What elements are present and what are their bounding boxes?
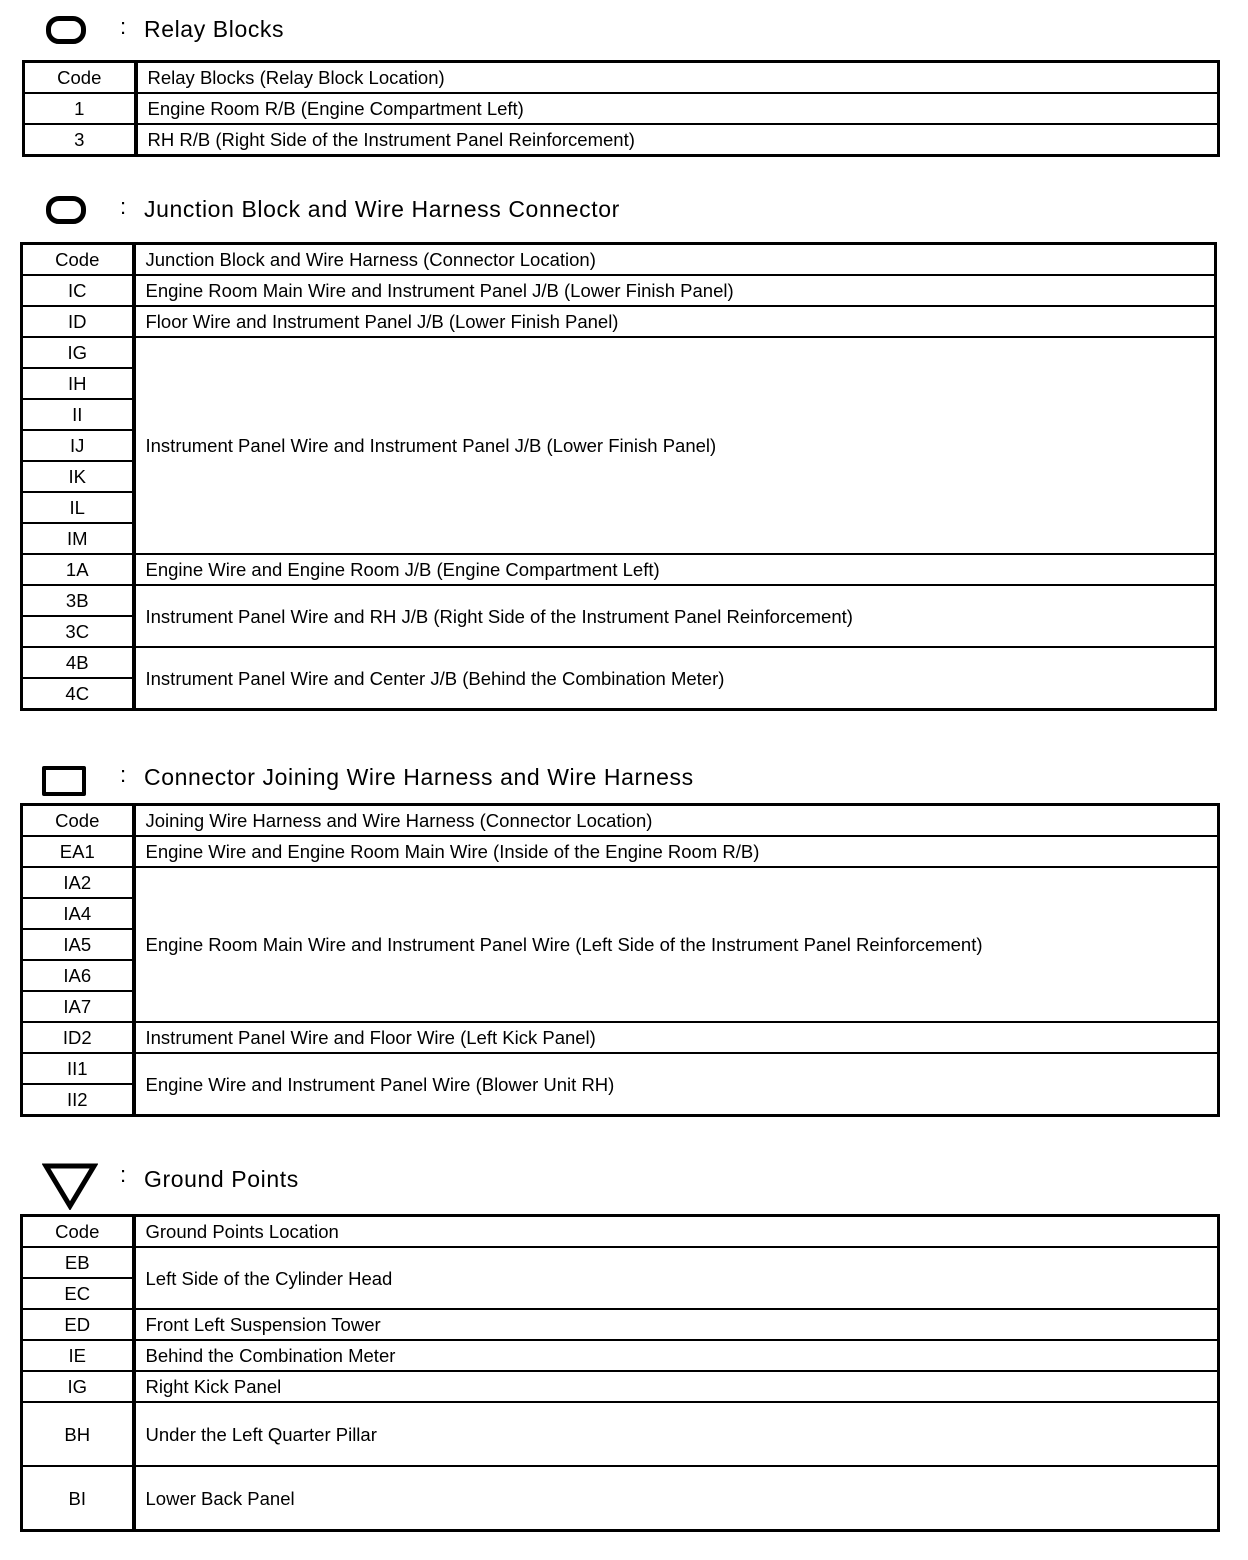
table-row (22, 1022, 1219, 1053)
code-column-header: Code (22, 244, 134, 276)
code-cell: IK (22, 461, 134, 492)
junction-block-heading (0, 190, 1248, 230)
location-cell: Front Left Suspension Tower (134, 1309, 1219, 1340)
code-cell: IA7 (22, 991, 134, 1022)
ground-points-title: Ground Points (144, 1166, 299, 1192)
table-row (22, 275, 1216, 306)
code-cell: IA5 (22, 929, 134, 960)
code-cell: 3 (24, 124, 136, 156)
connector-title: Connector Joining Wire Harness and Wire Harness (144, 764, 694, 790)
code-cell: BH (22, 1402, 134, 1466)
code-column-header: Code (22, 1216, 134, 1248)
location-cell: Right Kick Panel (134, 1371, 1219, 1402)
code-cell: IA6 (22, 960, 134, 991)
code-cell: IM (22, 523, 134, 554)
code-cell: EB (22, 1247, 134, 1278)
location-cell: Instrument Panel Wire and Instrument Panel J/B (Lower Finish Panel) (134, 337, 1216, 554)
code-cell: ID2 (22, 1022, 134, 1053)
location-cell: Floor Wire and Instrument Panel J/B (Lower Finish Panel) (134, 306, 1216, 337)
location-cell: Left Side of the Cylinder Head (134, 1247, 1219, 1309)
location-cell: Engine Wire and Engine Room Main Wire (Inside of the Engine Room R/B) (134, 836, 1219, 867)
location-cell: Engine Room Main Wire and Instrument Panel Wire (Left Side of the Instrument Panel Reinforcement) (134, 867, 1219, 1022)
ground-points-table (20, 1214, 1220, 1532)
table-row (22, 1466, 1219, 1531)
table-row (22, 585, 1216, 616)
table-row (22, 836, 1219, 867)
table-row (22, 1309, 1219, 1340)
connector-heading (0, 758, 1248, 798)
table-header-row (22, 805, 1219, 837)
code-cell: II1 (22, 1053, 134, 1084)
code-column-header: Code (22, 805, 134, 837)
code-cell: IG (22, 337, 134, 368)
location-cell: Instrument Panel Wire and RH J/B (Right Side of the Instrument Panel Reinforcement) (134, 585, 1216, 647)
table-row (22, 1371, 1219, 1402)
rounded-rectangle-icon (46, 16, 86, 44)
location-column-header: Joining Wire Harness and Wire Harness (Connector Location) (134, 805, 1219, 837)
location-cell: Behind the Combination Meter (134, 1340, 1219, 1371)
heading-colon: : (120, 194, 127, 219)
table-row (22, 1402, 1219, 1466)
down-triangle-icon (42, 1162, 98, 1210)
code-cell: 4C (22, 678, 134, 710)
code-cell: 3C (22, 616, 134, 647)
location-column-header: Relay Blocks (Relay Block Location) (136, 62, 1219, 94)
table-header-row (22, 244, 1216, 276)
code-cell: IC (22, 275, 134, 306)
table-row (24, 93, 1219, 124)
code-cell: IA2 (22, 867, 134, 898)
code-cell: II2 (22, 1084, 134, 1116)
table-row (22, 1340, 1219, 1371)
location-cell: Engine Wire and Instrument Panel Wire (Blower Unit RH) (134, 1053, 1219, 1116)
relay-blocks-title: Relay Blocks (144, 16, 285, 42)
code-cell: BI (22, 1466, 134, 1531)
heading-colon: : (120, 1162, 127, 1187)
table-header-row (22, 1216, 1219, 1248)
location-cell: Engine Room Main Wire and Instrument Panel J/B (Lower Finish Panel) (134, 275, 1216, 306)
location-cell: Under the Left Quarter Pillar (134, 1402, 1219, 1466)
table-row (24, 124, 1219, 156)
code-cell: ID (22, 306, 134, 337)
rounded-rectangle-icon (46, 196, 86, 224)
code-cell: IE (22, 1340, 134, 1371)
table-row (22, 647, 1216, 678)
junction-block-table (20, 242, 1217, 711)
location-cell: Engine Room R/B (Engine Compartment Left) (136, 93, 1219, 124)
heading-colon: : (120, 14, 127, 39)
table-row (22, 306, 1216, 337)
code-cell: 4B (22, 647, 134, 678)
code-cell: IG (22, 1371, 134, 1402)
location-cell: Instrument Panel Wire and Floor Wire (Left Kick Panel) (134, 1022, 1219, 1053)
location-cell: Instrument Panel Wire and Center J/B (Behind the Combination Meter) (134, 647, 1216, 710)
code-column-header: Code (24, 62, 136, 94)
code-cell: II (22, 399, 134, 430)
table-row (22, 554, 1216, 585)
table-row (22, 1247, 1219, 1278)
ground-points-heading (0, 1158, 1248, 1214)
relay-blocks-heading (0, 10, 1248, 50)
location-cell: Engine Wire and Engine Room J/B (Engine Compartment Left) (134, 554, 1216, 585)
junction-block-title: Junction Block and Wire Harness Connector (144, 196, 620, 222)
location-cell: Lower Back Panel (134, 1466, 1219, 1531)
location-column-header: Junction Block and Wire Harness (Connector Location) (134, 244, 1216, 276)
location-column-header: Ground Points Location (134, 1216, 1219, 1248)
location-cell: RH R/B (Right Side of the Instrument Panel Reinforcement) (136, 124, 1219, 156)
table-row (22, 867, 1219, 898)
code-cell: 3B (22, 585, 134, 616)
code-cell: IA4 (22, 898, 134, 929)
code-cell: IH (22, 368, 134, 399)
code-cell: EA1 (22, 836, 134, 867)
connector-table (20, 803, 1220, 1117)
rectangle-icon (42, 766, 86, 796)
table-row (22, 1053, 1219, 1084)
heading-colon: : (120, 762, 127, 787)
code-cell: IJ (22, 430, 134, 461)
code-cell: EC (22, 1278, 134, 1309)
code-cell: 1 (24, 93, 136, 124)
table-row (22, 337, 1216, 368)
code-cell: IL (22, 492, 134, 523)
relay-blocks-table (22, 60, 1220, 157)
code-cell: 1A (22, 554, 134, 585)
table-header-row (24, 62, 1219, 94)
code-cell: ED (22, 1309, 134, 1340)
